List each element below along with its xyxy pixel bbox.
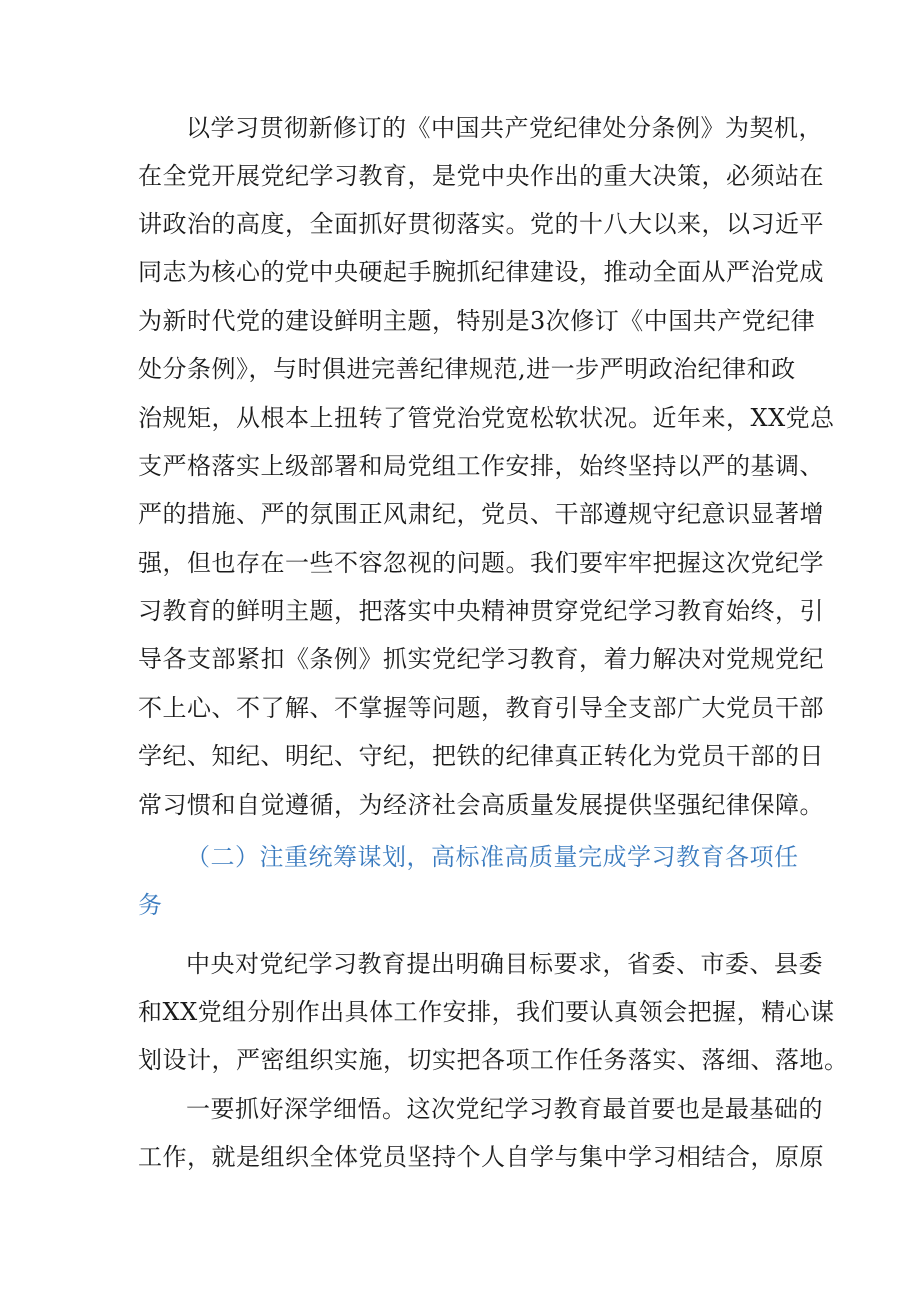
paragraph-3-line-2: 工作，就是组织全体党员坚持个人自学与集中学习相结合，原原: [138, 1143, 824, 1171]
section-heading-line-1: （二）注重统筹谋划，高标准高质量完成学习教育各项任: [186, 843, 799, 871]
paragraph-1-line-10: 强，但也存在一些不容忽视的问题。我们要牢牢把握这次党纪学: [138, 549, 824, 577]
paragraph-1-line-9: 严的措施、严的氛围正风肃纪，党员、干部遵规守纪意识显著增: [138, 500, 824, 528]
paragraph-1-line-1: 以学习贯彻新修订的《中国共产党纪律处分条例》为契机，: [186, 114, 823, 142]
paragraph-1-line-4: 同志为核心的党中央硬起手腕抓纪律建设，推动全面从严治党成: [138, 258, 824, 286]
paragraph-1-line-8: 支严格落实上级部署和局党组工作安排，始终坚持以严的基调、: [138, 452, 824, 480]
paragraph-2-line-3: 划设计，严密组织实施，切实把各项工作任务落实、落细、落地。: [138, 1046, 849, 1074]
paragraph-1-line-11: 习教育的鲜明主题，把落实中央精神贯穿党纪学习教育始终，引: [138, 597, 824, 625]
paragraph-1-line-2: 在全党开展党纪学习教育，是党中央作出的重大决策，必须站在: [138, 162, 824, 190]
paragraph-2-line-1: 中央对党纪学习教育提出明确目标要求，省委、市委、县委: [186, 950, 823, 978]
paragraph-1-line-13: 不上心、不了解、不掌握等问题，教育引导全支部广大党员干部: [138, 694, 824, 722]
paragraph-3-line-1: 一要抓好深学细悟。这次党纪学习教育最首要也是最基础的: [186, 1095, 823, 1123]
paragraph-1-line-7: 治规矩，从根本上扭转了管党治党宽松软状况。近年来，XX党总: [138, 404, 835, 432]
paragraph-2-line-2: 和XX党组分别作出具体工作安排，我们要认真领会把握，精心谋: [138, 998, 835, 1026]
paragraph-1-line-3: 讲政治的高度，全面抓好贯彻落实。党的十八大以来，以习近平: [138, 210, 824, 238]
paragraph-1-line-14: 学纪、知纪、明纪、守纪，把铁的纪律真正转化为党员干部的日: [138, 742, 824, 770]
paragraph-1-line-5: 为新时代党的建设鲜明主题，特别是3次修订《中国共产党纪律: [138, 307, 816, 335]
paragraph-1-line-12: 导各支部紧扣《条例》抓实党纪学习教育，着力解决对党规党纪: [138, 645, 824, 673]
paragraph-1-line-15: 常习惯和自觉遵循，为经济社会高质量发展提供坚强纪律保障。: [138, 791, 824, 819]
paragraph-1-line-6: 处分条例》，与时俱进完善纪律规范,进一步严明政治纪律和政: [138, 355, 796, 383]
section-heading-line-2: 务: [138, 891, 163, 919]
